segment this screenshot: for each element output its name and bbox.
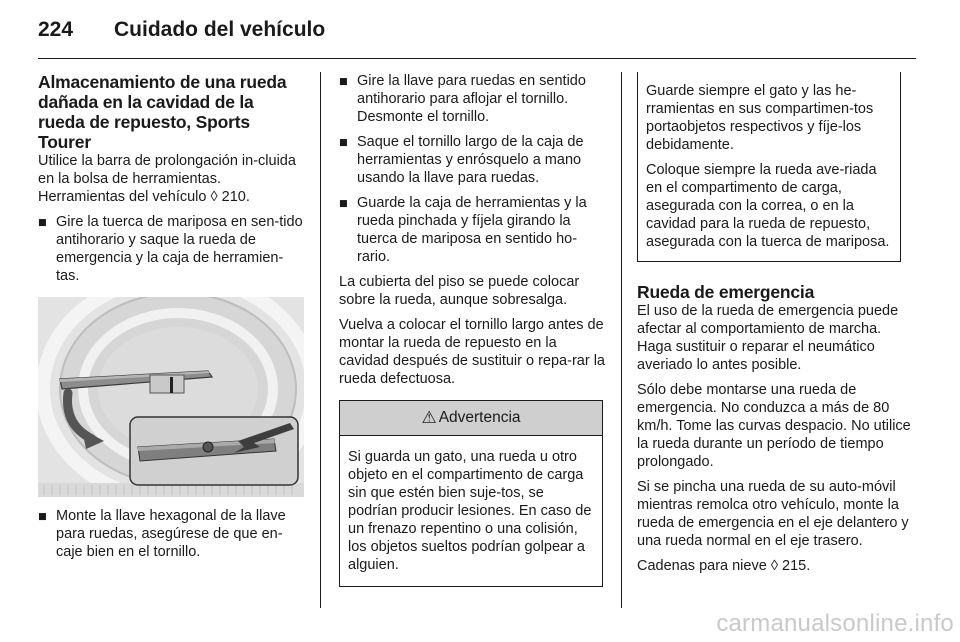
watermark: carmanualsonline.info: [716, 610, 954, 637]
warning-text: Coloque siempre la rueda ave-riada en el compartimento de carga, asegurada con la correa, o en la cavidad para la rueda de repuesto, asegurada con la tuerca de mariposa.: [646, 162, 890, 250]
warning-title: Advertencia: [438, 409, 521, 426]
header-rule: [38, 58, 916, 59]
section-title: Rueda de emergencia: [637, 282, 815, 302]
column-1: [38, 72, 303, 561]
warning-header: [340, 401, 602, 436]
list-item-text: Saque el tornillo largo de la caja de herramientas y enrósquelo a mano usando la llave para ruedas.: [357, 134, 584, 186]
bullet-icon: ■: [339, 74, 348, 90]
warning-text: Guarde siempre el gato y las he-rramientas en sus compartimen-tos portaobjetos respectivos y fíje-los debidamente.: [646, 83, 874, 153]
bullet-icon: ■: [38, 509, 47, 525]
warning-body: [340, 436, 602, 586]
column-divider: [621, 72, 622, 608]
chapter-title: Cuidado del vehículo: [114, 18, 326, 41]
list-item: [339, 194, 605, 266]
bullet-icon: ■: [38, 215, 47, 231]
paragraph: Si se pincha una rueda de su auto-móvil mientras remolca otro vehículo, monte la rueda de emergencia en el eje delantero y una rueda normal en el eje trasero.: [637, 479, 909, 549]
section-title: Almacenamiento de una rueda dañada en la cavidad de la rueda de repuesto, Sports Tourer: [38, 72, 287, 152]
list-item: [38, 507, 303, 561]
list-item: [339, 133, 605, 187]
tools-reference[interactable]: Herramientas del vehículo ◊ 210.: [38, 189, 250, 205]
paragraph: La cubierta del piso se puede colocar sobre la rueda, aunque sobresalga.: [339, 274, 580, 308]
paragraph: El uso de la rueda de emergencia puede afectar al comportamiento de marcha. Haga sustituir o reparar el neumático averiado lo antes posible.: [637, 303, 899, 373]
column-3: [637, 72, 913, 575]
page-header: [38, 12, 325, 48]
warning-box: [339, 400, 603, 587]
warning-continuation-box: [637, 72, 901, 262]
paragraph: Vuelva a colocar el tornillo largo antes de montar la rueda de repuesto en la cavidad después de sustituir o repa-rar la rueda defectuosa.: [339, 317, 605, 387]
illustration-spare-wheel-well: [38, 297, 304, 497]
paragraph: Sólo debe montarse una rueda de emergencia. No conduzca a más de 80 km/h. Tome las curvas despacio. No utilice la rueda durante un período de tiempo prolongado.: [637, 382, 911, 470]
list-item-text: Guarde la caja de herramientas y la rueda pinchada y fíjela girando la tuerca de mariposa en sentido ho-rario.: [357, 195, 587, 265]
intro-text: Utilice la barra de prolongación in-cluida en la bolsa de herramientas.: [38, 153, 296, 187]
column-divider: [320, 72, 321, 608]
column-2: [339, 72, 605, 587]
list-item: [38, 213, 303, 285]
list-item: [339, 72, 605, 126]
page-number: 224: [38, 18, 74, 41]
bullet-icon: ■: [339, 196, 348, 212]
list-item-text: Gire la llave para ruedas en sentido antihorario para aflojar el tornillo. Desmonte el tornillo.: [357, 73, 586, 125]
snow-chains-reference[interactable]: Cadenas para nieve ◊ 215.: [637, 558, 811, 574]
warning-triangle-icon: ⚠: [421, 408, 437, 427]
bullet-icon: ■: [339, 135, 348, 151]
list-item-text: Gire la tuerca de mariposa en sen-tido antihorario y saque la rueda de emergencia y la caja de herramien-tas.: [56, 214, 303, 284]
warning-text: Si guarda un gato, una rueda u otro objeto en el compartimento de carga sin que estén bien suje-tos, se podrían producir lesiones. En caso de un frenazo repentino o una colisión, los objetos sueltos podrían golpear a alguien.: [348, 449, 592, 573]
list-item-text: Monte la llave hexagonal de la llave para ruedas, asegúrese de que en-caje bien en el tornillo.: [56, 508, 286, 560]
